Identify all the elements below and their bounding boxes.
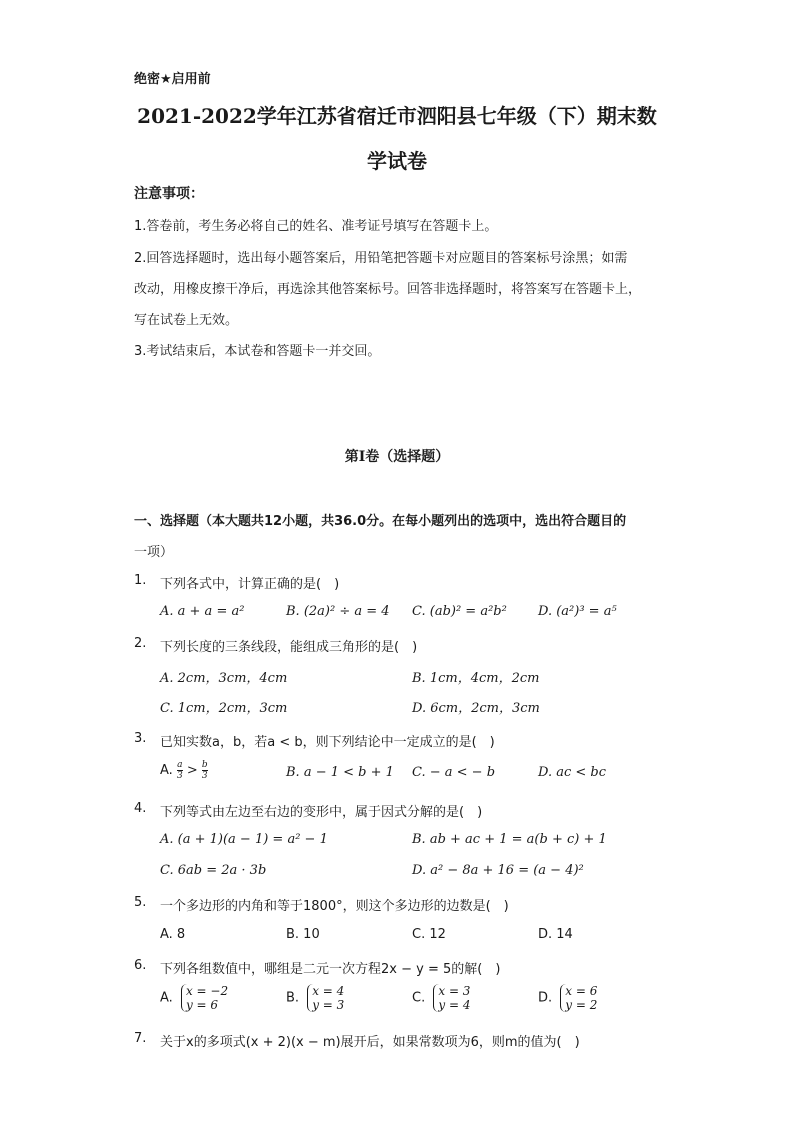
question-number: 5.	[134, 895, 147, 910]
option-d: D. 14	[538, 927, 573, 942]
option-c: C. − a < − b	[412, 765, 496, 780]
equation-system	[181, 984, 228, 1012]
option-b: B. 10	[286, 927, 320, 942]
question-text: 已知实数a，b，若a < b，则下列结论中一定成立的是( )	[160, 735, 495, 750]
option-c	[412, 984, 470, 1012]
notice-item-2-line2: 改动，用橡皮擦干净后，再选涂其他答案标号。回答非选择题时，将答案写在答题卡上，	[134, 282, 642, 297]
exam-title-line2: 学试卷	[367, 149, 427, 173]
option-b: B. 1cm，4cm，2cm	[412, 671, 540, 686]
option-letter: A.	[160, 763, 173, 778]
equation-line: y = 3	[312, 998, 345, 1012]
question-number: 4.	[134, 801, 147, 816]
option-d: D. ac < bc	[538, 765, 607, 780]
option-letter: B.	[286, 990, 300, 1006]
question-text: 下列等式由左边至右边的变形中，属于因式分解的是( )	[160, 805, 483, 820]
option-letter: A.	[160, 990, 173, 1006]
option-letter: C.	[412, 990, 426, 1006]
equation-line: x = −2	[185, 984, 229, 998]
option-c: C. 1cm，2cm，3cm	[160, 701, 288, 716]
question-number: 6.	[134, 958, 147, 973]
option-c: C. 6ab = 2a · 3b	[160, 863, 267, 878]
option-letter: D.	[538, 990, 553, 1006]
option-d: D. a² − 8a + 16 = (a − 4)²	[412, 863, 584, 878]
question-number: 7.	[134, 1031, 147, 1046]
equation-line: y = 4	[438, 998, 471, 1012]
option-c: C. (ab)² = a²b²	[412, 604, 507, 619]
option-d	[538, 984, 597, 1012]
question-text: 下列各组数值中，哪组是二元一次方程2x − y = 5的解( )	[160, 962, 501, 977]
question-text: 关于x的多项式(x + 2)(x − m)展开后，如果常数项为6，则m的值为( )	[160, 1035, 580, 1050]
option-c: C. 12	[412, 927, 446, 942]
notice-item-3: 3.考试结束后，本试卷和答题卡一并交回。	[134, 344, 381, 359]
option-a	[160, 984, 228, 1012]
option-b	[286, 984, 344, 1012]
option-b: B. (2a)² ÷ a = 4	[286, 604, 390, 619]
equation-line: x = 3	[438, 984, 471, 998]
fraction	[202, 760, 208, 781]
notice-heading: 注意事项：	[134, 186, 204, 202]
equation-line: y = 2	[565, 998, 598, 1012]
exam-title-line1: 2021-2022学年江苏省宿迁市泗阳县七年级（下）期末数	[137, 104, 657, 128]
question-text: 下列各式中，计算正确的是( )	[160, 577, 340, 592]
option-a: A. 8	[160, 927, 186, 942]
option-d: D. 6cm，2cm，3cm	[412, 701, 540, 716]
part-heading-line2: 一项）	[134, 545, 174, 560]
section-title: 第I卷（选择题）	[344, 449, 450, 465]
option-a: A. a + a = a²	[160, 604, 245, 619]
equation-system	[433, 984, 470, 1012]
relation-sign: >	[186, 763, 198, 778]
question-number: 2.	[134, 636, 147, 651]
fraction-numerator: a	[177, 760, 183, 770]
equation-line: x = 4	[312, 984, 345, 998]
part-heading-line1: 一、选择题（本大题共12小题，共36.0分。在每小题列出的选项中，选出符合题目的	[134, 514, 627, 529]
fraction-numerator: b	[201, 760, 208, 770]
option-b: B. a − 1 < b + 1	[286, 765, 394, 780]
equation-system	[307, 984, 344, 1012]
confidential-label: 绝密★启用前	[134, 72, 211, 87]
question-number: 3.	[134, 731, 147, 746]
fraction-denominator: 3	[176, 771, 183, 781]
fraction	[177, 760, 183, 781]
option-a: A. 2cm，3cm，4cm	[160, 671, 288, 686]
question-number: 1.	[134, 573, 147, 588]
fraction-denominator: 3	[201, 771, 208, 781]
option-a: A. (a + 1)(a − 1) = a² − 1	[160, 832, 328, 847]
equation-system	[560, 984, 597, 1012]
option-b: B. ab + ac + 1 = a(b + c) + 1	[412, 832, 607, 847]
question-text: 下列长度的三条线段，能组成三角形的是( )	[160, 640, 418, 655]
question-text: 一个多边形的内角和等于1800°，则这个多边形的边数是( )	[160, 899, 509, 914]
option-d: D. (a²)³ = a⁵	[538, 604, 617, 619]
notice-item-1: 1.答卷前，考生务必将自己的姓名、准考证号填写在答题卡上。	[134, 219, 498, 234]
notice-item-2-line3: 写在试卷上无效。	[134, 313, 239, 328]
equation-line: x = 6	[565, 984, 598, 998]
notice-item-2-line1: 2.回答选择题时，选出每小题答案后，用铅笔把答题卡对应题目的答案标号涂黑；如需	[134, 251, 628, 266]
option-a	[160, 760, 208, 781]
equation-line: y = 6	[185, 998, 219, 1012]
